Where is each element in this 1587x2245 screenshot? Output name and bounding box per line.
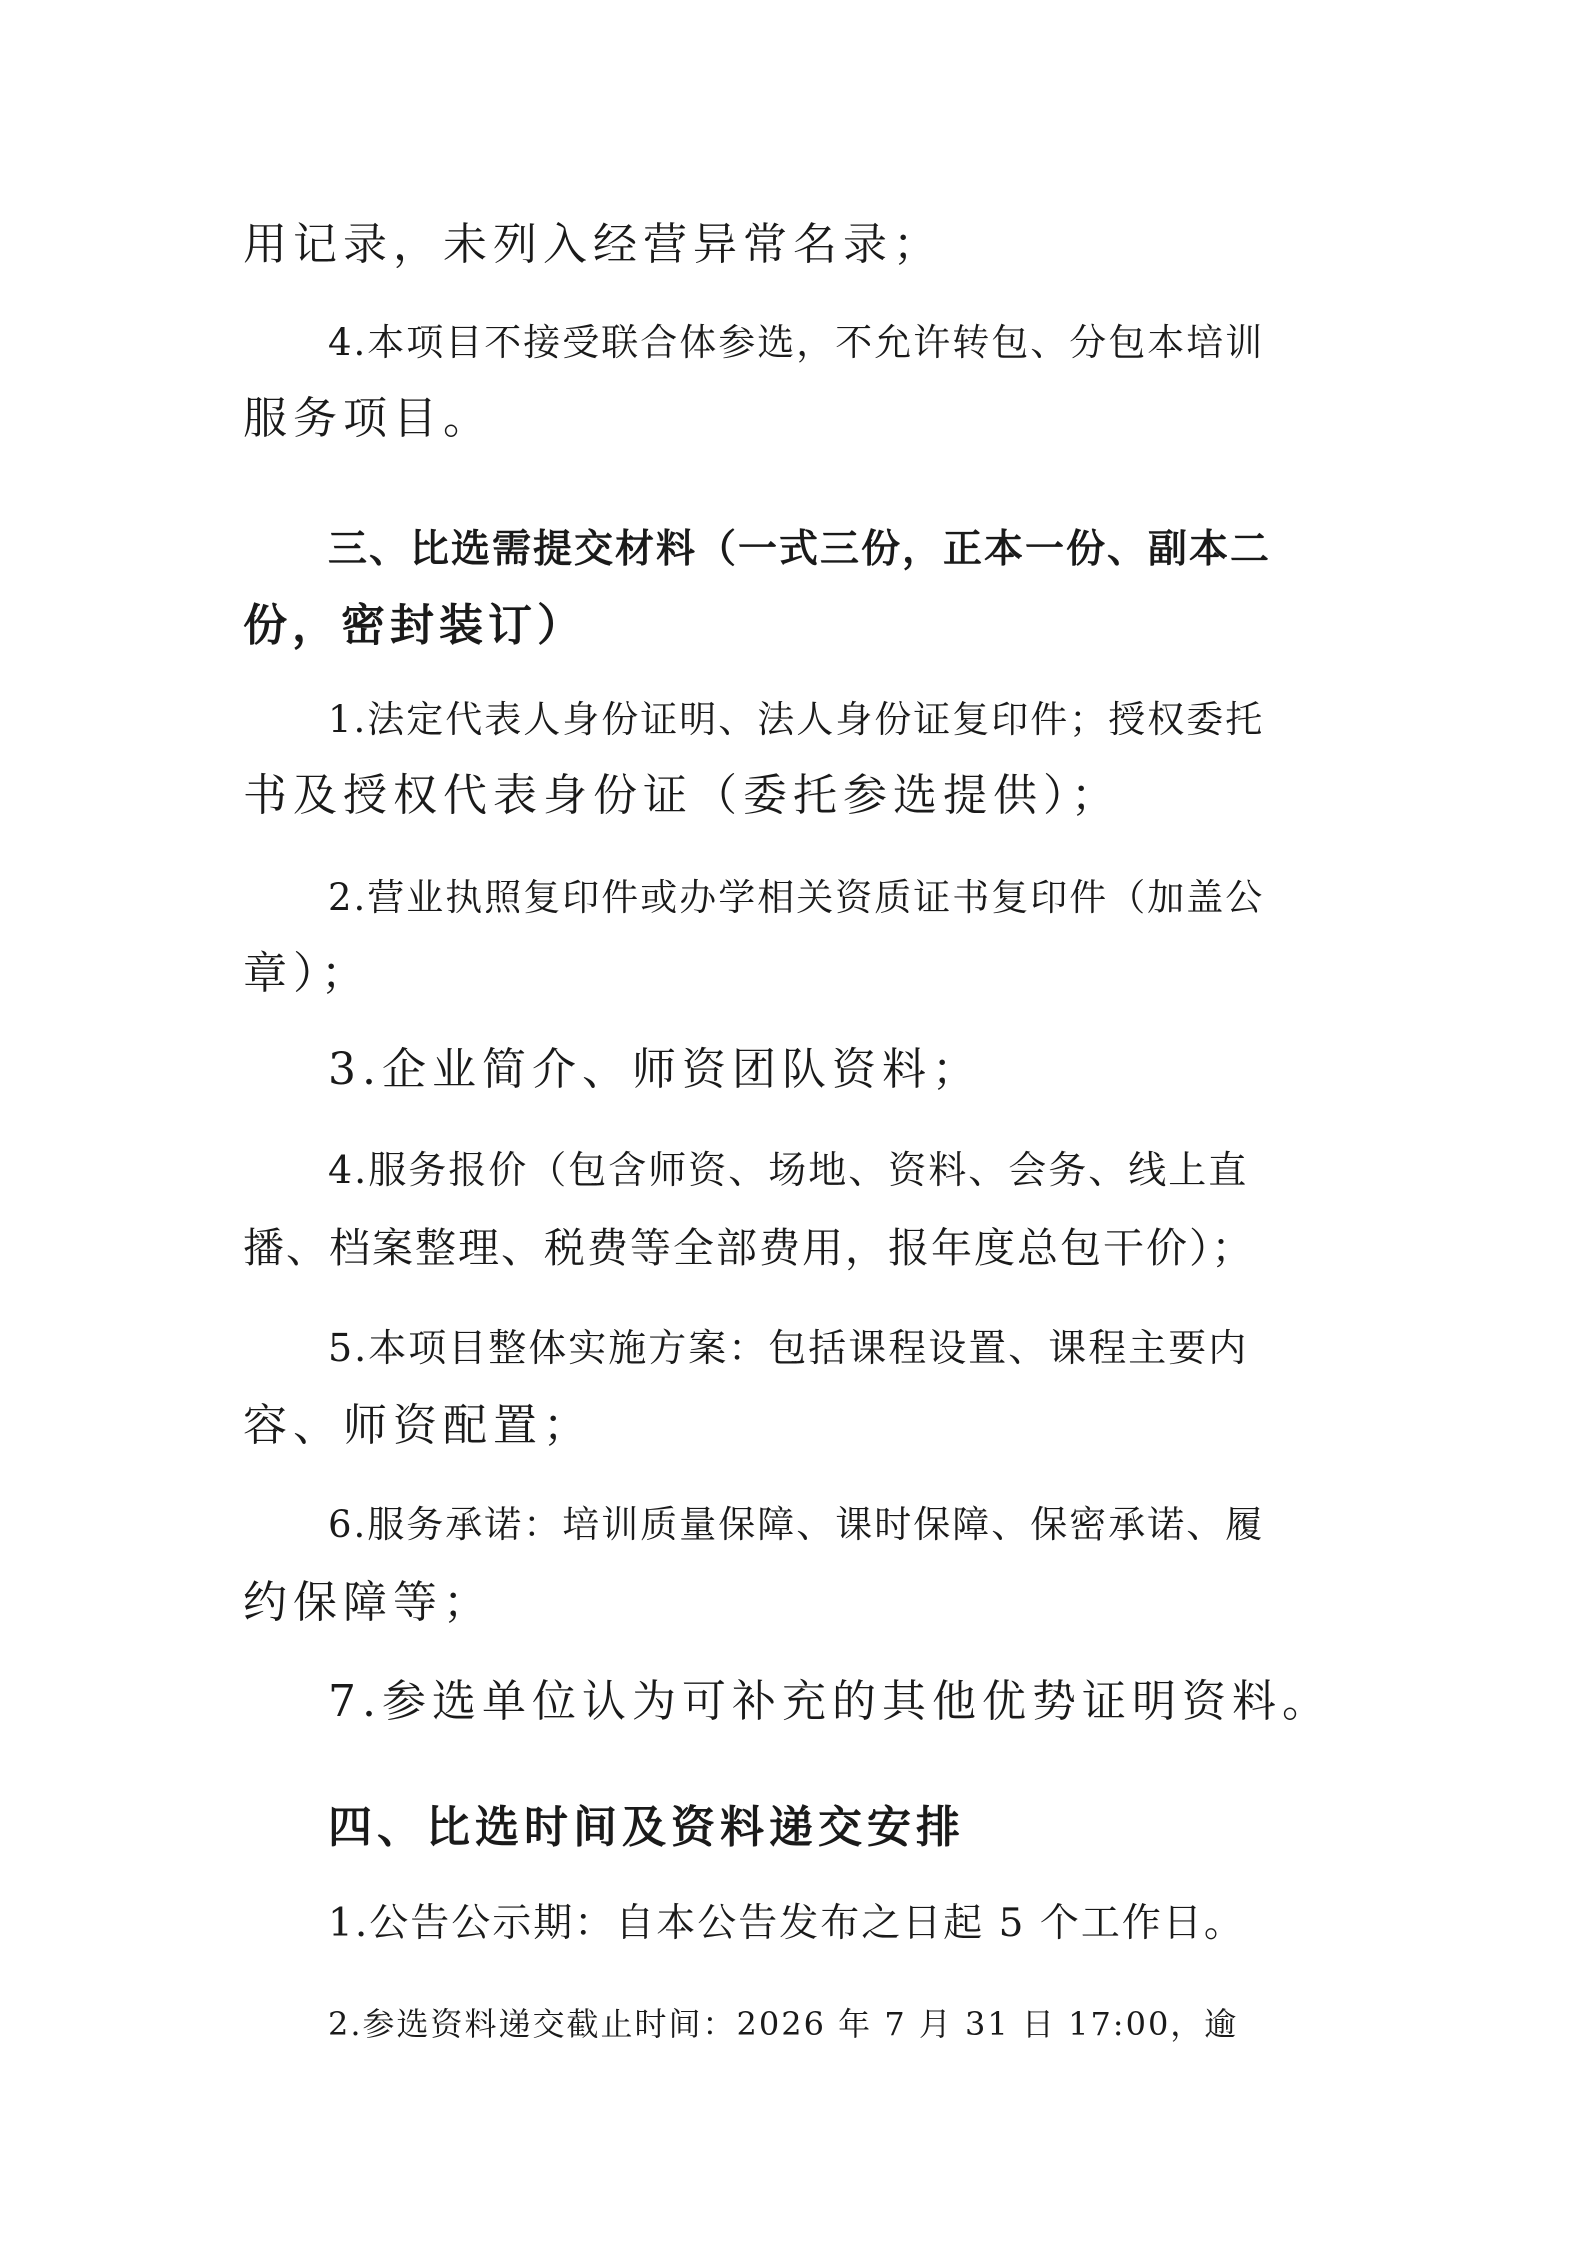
list-item: 4.本项目不接受联合体参选，不允许转包、分包本培训 (328, 321, 1265, 364)
section-heading: 三、比选需提交材料（一式三份，正本一份、副本二 (328, 527, 1272, 572)
text-line: 章）； (243, 948, 371, 999)
text-line: 用记录，未列入经营异常名录； (243, 219, 943, 270)
text-line: 服务项目。 (243, 393, 493, 444)
list-item: 6.服务承诺：培训质量保障、课时保障、保密承诺、履 (328, 1503, 1265, 1546)
list-item: 1.公告公示期：自本公告发布之日起 5 个工作日。 (328, 1901, 1245, 1946)
text-line: 播、档案整理、税费等全部费用，报年度总包干价）； (243, 1224, 1255, 1272)
list-item: 1.法定代表人身份证明、法人身份证复印件；授权委托 (328, 698, 1265, 741)
section-heading-continued: 份，密封装订） (243, 600, 586, 651)
text-line: 约保障等； (243, 1577, 493, 1628)
list-item: 7.参选单位认为可补充的其他优势证明资料。 (328, 1676, 1332, 1727)
list-item: 2.参选资料递交截止时间：2026 年 7 月 31 日 17:00，逾 (328, 2005, 1239, 2043)
list-item: 5.本项目整体实施方案：包括课程设置、课程主要内 (328, 1326, 1249, 1370)
text-line: 书及授权代表身份证（委托参选提供）； (243, 770, 1121, 821)
section-heading: 四、比选时间及资料递交安排 (328, 1802, 965, 1853)
list-item: 4.服务报价（包含师资、场地、资料、会务、线上直 (328, 1148, 1249, 1192)
text-line: 容、师资配置； (243, 1400, 593, 1451)
list-item: 2.营业执照复印件或办学相关资质证书复印件（加盖公 (328, 876, 1265, 919)
list-item: 3.企业简介、师资团队资料； (328, 1044, 982, 1095)
